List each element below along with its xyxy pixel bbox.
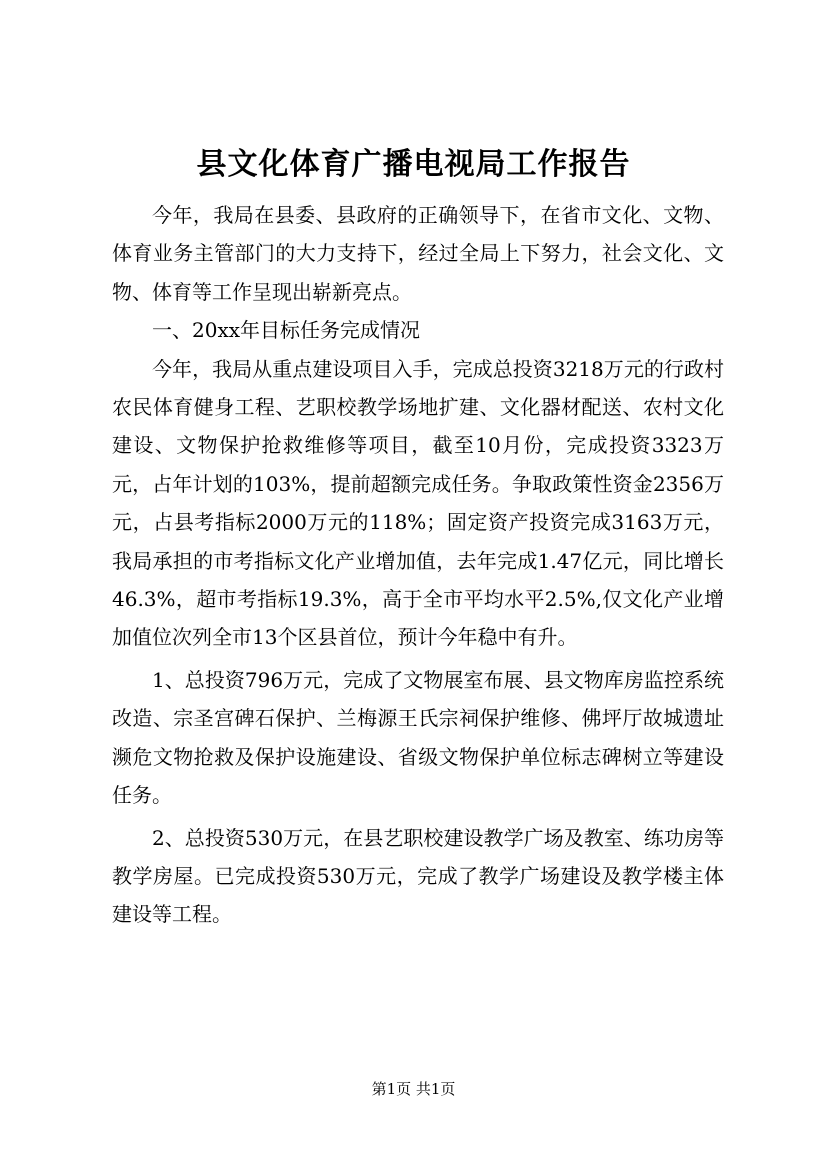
document-title: 县文化体育广播电视局工作报告 (196, 147, 631, 182)
section-heading: 一、20xx年目标任务完成情况 (152, 318, 421, 343)
paragraph-summary: 今年，我局从重点建设项目入手，完成总投资3218万元的行政村农民体育健身工程、艺职校教学场地扩建、文化器材配送、农村文化建设、文物保护抢救维修等项目，截至10月份，完成投资3323万元，占年计划的103%，提前超额完成任务。争取政策性资金2356万元，占县考指标2000万元的118%；固定资产投资完成3163万元，我局承担的市考指标文化产业增加值，去年完成1.47亿元，同比增长46.3%，超市考指标19.3%，高于全市平均水平2.5%,仅文化产业增加值位次列全市13个区县首位，预计今年稳中有升。 (112, 356, 724, 650)
paragraph-item-2: 2、总投资530万元，在县艺职校建设教学广场及教室、练功房等教学房屋。已完成投资530万元，完成了教学广场建设及教学楼主体建设等工程。 (112, 825, 724, 927)
document-body (112, 196, 724, 934)
page-footer: 第1页 共1页 (371, 1080, 456, 1098)
paragraph-intro: 今年，我局在县委、县政府的正确领导下，在省市文化、文物、体育业务主管部门的大力支持下，经过全局上下努力，社会文化、文物、体育等工作呈现出崭新亮点。 (112, 203, 724, 304)
paragraph-item-1: 1、总投资796万元，完成了文物展室布展、县文物库房监控系统改造、宗圣宫碑石保护、兰梅源王氏宗祠保护维修、佛坪厅故城遗址濒危文物抢救及保护设施建设、省级文物保护单位标志碑树立等建设任务。 (112, 667, 724, 808)
